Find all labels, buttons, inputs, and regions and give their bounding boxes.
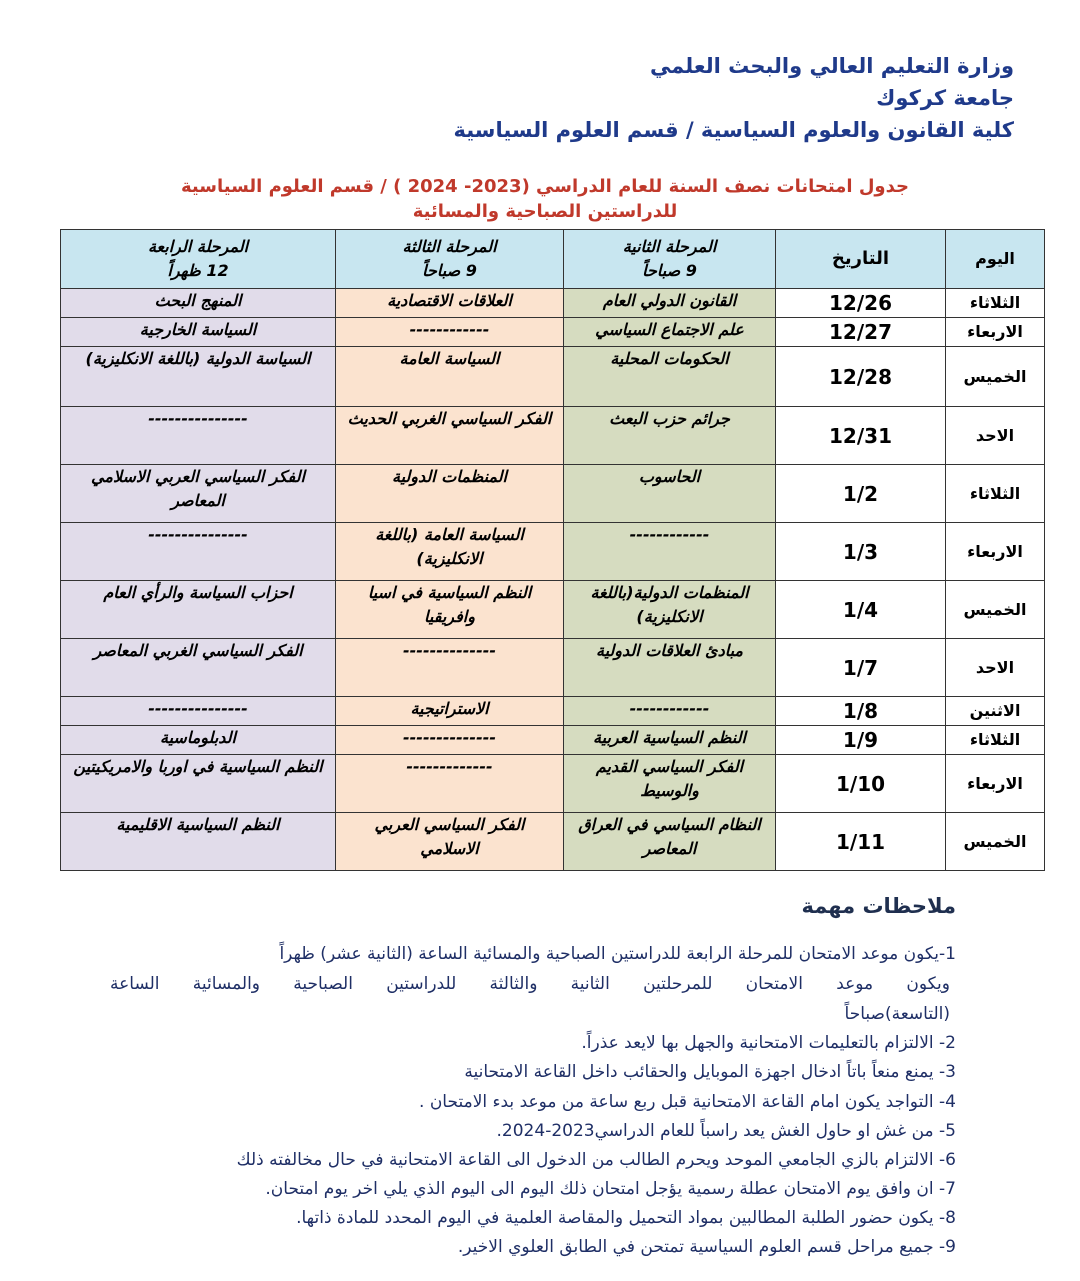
cell-day: الخميس — [946, 813, 1045, 871]
cell-stage3: السياسة العامة (باللغة الانكليزية) — [336, 523, 564, 581]
cell-stage4: الدبلوماسية — [61, 726, 336, 755]
table-row — [61, 639, 1045, 697]
table-row — [61, 523, 1045, 581]
cell-stage3: الفكر السياسي العربي الاسلامي — [336, 813, 564, 871]
schedule-subtitle: للدراستين الصباحية والمسائية — [412, 201, 678, 222]
stage2-time: 9 صباحاً — [642, 261, 697, 280]
schedule-title: جدول امتحانات نصف السنة للعام الدراسي (2023- 2024 ) / قسم العلوم السياسية — [181, 176, 909, 197]
cell-date: 12/31 — [776, 407, 946, 465]
cell-stage3: العلاقات الاقتصادية — [336, 289, 564, 318]
cell-day: الثلاثاء — [946, 726, 1045, 755]
cell-stage4: الفكر السياسي العربي الاسلامي المعاصر — [61, 465, 336, 523]
cell-day: الاربعاء — [946, 755, 1045, 813]
cell-stage3: ------------- — [336, 755, 564, 813]
header-day: اليوم — [946, 230, 1045, 289]
cell-date: 1/2 — [776, 465, 946, 523]
cell-day: الاحد — [946, 639, 1045, 697]
table-row — [61, 755, 1045, 813]
table-row — [61, 289, 1045, 318]
cell-date: 1/4 — [776, 581, 946, 639]
cell-day: الاحد — [946, 407, 1045, 465]
cell-stage2: ------------ — [564, 697, 776, 726]
cell-stage2: الحكومات المحلية — [564, 347, 776, 407]
exam-schedule-table — [60, 229, 1045, 871]
note-9: 9- جميع مراحل قسم العلوم السياسية تمتحن في الطابق العلوي الاخير. — [457, 1237, 956, 1257]
cell-stage4: المنهج البحث — [61, 289, 336, 318]
note-8: 8- يكون حضور الطلبة المطالبين بمواد التحميل والمقاصة العلمية في اليوم المحدد للمادة ذاتها. — [296, 1208, 956, 1228]
stage3-time: 9 صباحاً — [422, 261, 477, 280]
cell-stage4: السياسة الخارجية — [61, 318, 336, 347]
table-row — [61, 347, 1045, 407]
cell-stage4: النظم السياسية في اوربا والامريكيتين — [61, 755, 336, 813]
cell-stage3: الفكر السياسي الغربي الحديث — [336, 407, 564, 465]
stage4-label: المرحلة الرابعة — [147, 237, 249, 256]
cell-stage4: السياسة الدولية (باللغة الانكليزية) — [61, 347, 336, 407]
table-row — [61, 697, 1045, 726]
cell-day: الاربعاء — [946, 523, 1045, 581]
header-stage2 — [564, 230, 776, 289]
cell-stage2: جرائم حزب البعث — [564, 407, 776, 465]
stage3-label: المرحلة الثالثة — [402, 237, 497, 256]
cell-stage2: علم الاجتماع السياسي — [564, 318, 776, 347]
cell-stage3: ------------ — [336, 318, 564, 347]
table-row — [61, 465, 1045, 523]
header-date: التاريخ — [776, 230, 946, 289]
table-header-row — [61, 230, 1045, 289]
cell-date: 12/26 — [776, 289, 946, 318]
table-row — [61, 726, 1045, 755]
cell-date: 1/10 — [776, 755, 946, 813]
cell-stage2: النظم السياسية العربية — [564, 726, 776, 755]
cell-stage4: --------------- — [61, 407, 336, 465]
stage2-label: المرحلة الثانية — [622, 237, 717, 256]
cell-stage3: الاستراتيجية — [336, 697, 564, 726]
cell-stage2: الحاسوب — [564, 465, 776, 523]
cell-stage4: النظم السياسية الاقليمية — [61, 813, 336, 871]
cell-date: 1/3 — [776, 523, 946, 581]
notes-title: ملاحظات مهمة — [801, 894, 956, 918]
document-header — [453, 50, 1014, 146]
cell-stage2: النظام السياسي في العراق المعاصر — [564, 813, 776, 871]
note-3: 3- يمنع منعاً باتاً ادخال اجهزة الموبايل والحقائب داخل القاعة الامتحانية — [464, 1062, 956, 1082]
cell-stage4: --------------- — [61, 523, 336, 581]
cell-stage2: الفكر السياسي القديم والوسيط — [564, 755, 776, 813]
table-row — [61, 813, 1045, 871]
cell-stage2: مبادئ العلاقات الدولية — [564, 639, 776, 697]
cell-stage3: -------------- — [336, 726, 564, 755]
cell-stage4: احزاب السياسة والرأي العام — [61, 581, 336, 639]
note-1-line-1: 1-يكون موعد الامتحان للمرحلة الرابعة للدراستين الصباحية والمسائية الساعة (الثانية عشر) ظهراً — [279, 944, 956, 964]
note-7: 7- ان وافق يوم الامتحان عطلة رسمية يؤجل امتحان ذلك اليوم الى اليوم الذي يلي اخر يوم امتحان. — [265, 1179, 956, 1199]
note-4: 4- التواجد يكون امام القاعة الامتحانية قبل ربع ساعة من موعد بدء الامتحان . — [419, 1092, 956, 1112]
cell-date: 12/27 — [776, 318, 946, 347]
cell-day: الخميس — [946, 581, 1045, 639]
table-row — [61, 581, 1045, 639]
cell-stage4: الفكر السياسي الغربي المعاصر — [61, 639, 336, 697]
cell-stage2: المنظمات الدولية(باللغة الانكليزية) — [564, 581, 776, 639]
cell-stage4: --------------- — [61, 697, 336, 726]
cell-date: 12/28 — [776, 347, 946, 407]
header-stage3 — [336, 230, 564, 289]
university-name: جامعة كركوك — [876, 86, 1014, 110]
cell-stage3: النظم السياسية في اسيا وافريقيا — [336, 581, 564, 639]
cell-day: الاربعاء — [946, 318, 1045, 347]
cell-stage3: السياسة العامة — [336, 347, 564, 407]
cell-day: الاثنين — [946, 697, 1045, 726]
note-6: 6- الالتزام بالزي الجامعي الموحد ويحرم الطالب من الدخول الى القاعة الامتحانية في حال مخالفته ذلك — [236, 1150, 956, 1170]
cell-date: 1/9 — [776, 726, 946, 755]
note-1-line-2: ويكون موعد الامتحان للمرحلتين الثانية والثالثة للدراستين الصباحية والمسائية الساعة — [110, 974, 950, 994]
cell-stage3: -------------- — [336, 639, 564, 697]
table-row — [61, 318, 1045, 347]
cell-stage2: ------------ — [564, 523, 776, 581]
note-1-line-3: (التاسعة)صباحاً — [844, 1004, 950, 1024]
note-2: 2- الالتزام بالتعليمات الامتحانية والجهل بها لايعد عذراً. — [581, 1033, 956, 1053]
cell-date: 1/8 — [776, 697, 946, 726]
cell-stage2: القانون الدولي العام — [564, 289, 776, 318]
cell-day: الثلاثاء — [946, 289, 1045, 318]
cell-day: الخميس — [946, 347, 1045, 407]
stage4-time: 12 ظهراً — [167, 261, 229, 280]
header-stage4 — [61, 230, 336, 289]
table-row — [61, 407, 1045, 465]
note-5: 5- من غش او حاول الغش يعد راسباً للعام الدراسي2023-2024. — [496, 1121, 956, 1141]
cell-date: 1/7 — [776, 639, 946, 697]
college-department: كلية القانون والعلوم السياسية / قسم العلوم السياسية — [453, 118, 1014, 142]
cell-day: الثلاثاء — [946, 465, 1045, 523]
cell-date: 1/11 — [776, 813, 946, 871]
cell-stage3: المنظمات الدولية — [336, 465, 564, 523]
ministry-name: وزارة التعليم العالي والبحث العلمي — [649, 54, 1014, 78]
